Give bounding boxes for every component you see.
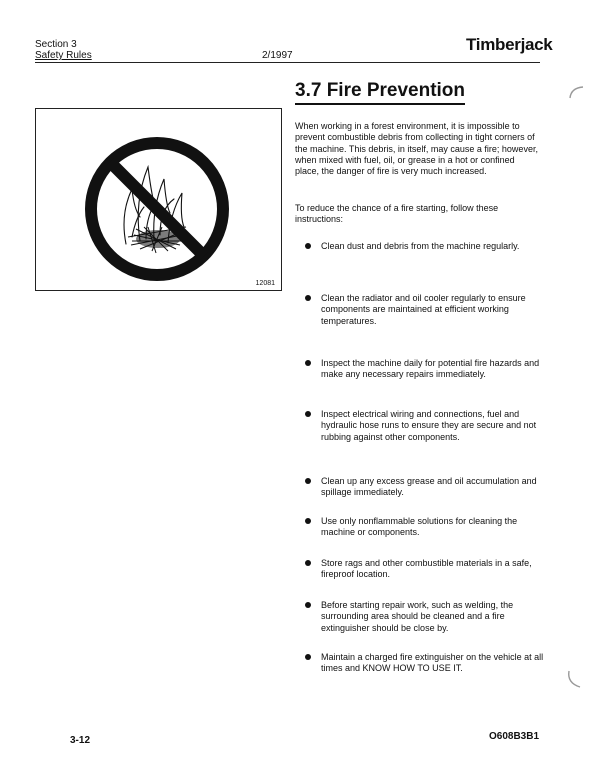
bullet-icon: [305, 478, 311, 484]
bullet-icon: [305, 243, 311, 249]
intro-paragraph: When working in a forest environment, it is impossible to prevent combustible debris from collecting in tight corners of the machine. This debris, in itself, may cause a fire; however, when mixed with fuel, oil, or grease in a hot or confined place, the danger of fire is very much increased.: [295, 121, 538, 177]
figure-number: 12081: [255, 280, 275, 287]
list-item: [305, 241, 545, 252]
list-item: [305, 600, 545, 634]
bullet-icon: [305, 602, 311, 608]
list-item: [305, 358, 545, 381]
bullet-icon: [305, 295, 311, 301]
bullet-icon: [305, 411, 311, 417]
list-item-text: Use only nonflammable solutions for cleaning the machine or components.: [321, 516, 518, 538]
bullet-icon: [305, 654, 311, 660]
list-item: [305, 558, 545, 581]
header-date: 2/1997: [262, 50, 293, 61]
list-item: [305, 652, 545, 675]
list-item-text: Clean up any excess grease and oil accumulation and spillage immediately.: [321, 476, 537, 498]
list-item: [305, 409, 545, 443]
brand-logo: Timberjack: [466, 35, 553, 54]
list-item: [305, 293, 545, 327]
list-item-text: Before starting repair work, such as welding, the surrounding area should be cleaned and a fire extinguisher should be close by.: [321, 600, 514, 633]
margin-bracket-top: [565, 84, 587, 106]
figure-box: [35, 108, 282, 291]
list-item-text: Maintain a charged fire extinguisher on the vehicle at all times and KNOW HOW TO USE IT.: [321, 652, 544, 674]
bullet-icon: [305, 560, 311, 566]
instructions-paragraph: To reduce the chance of a fire starting, follow these instructions:: [295, 203, 499, 225]
no-fire-icon: [36, 109, 283, 292]
margin-bracket-bottom: [563, 668, 585, 692]
list-item-text: Inspect electrical wiring and connections, fuel and hydraulic hose runs to ensure they are secure and not rubbing against other components.: [321, 409, 537, 442]
bullet-icon: [305, 360, 311, 366]
list-item-text: Clean the radiator and oil cooler regularly to ensure components are maintained at efficient working temperatures.: [321, 293, 526, 326]
section-subtitle: Safety Rules: [35, 50, 92, 61]
list-item-text: Store rags and other combustible materials in a safe, fireproof location.: [321, 558, 532, 580]
page-title: 3.7 Fire Prevention: [295, 80, 465, 105]
document-code: O608B3B1: [489, 731, 540, 742]
header-divider: [35, 62, 540, 63]
bullet-icon: [305, 518, 311, 524]
list-item-text: Clean dust and debris from the machine regularly.: [321, 241, 520, 251]
list-item: [305, 476, 545, 499]
list-item: [305, 516, 545, 539]
list-item-text: Inspect the machine daily for potential fire hazards and make any necessary repairs immediately.: [321, 358, 540, 380]
section-label: Section 3: [35, 39, 77, 50]
page-number: 3-12: [70, 735, 91, 746]
